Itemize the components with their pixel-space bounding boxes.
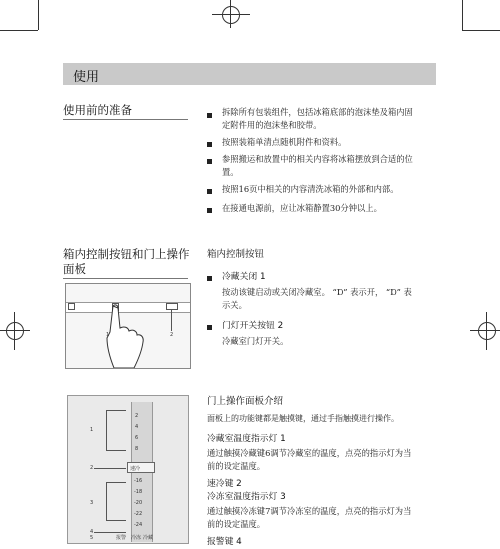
panel-number: 速冷 — [130, 466, 141, 472]
bullet — [207, 189, 212, 194]
light-switch-button — [166, 303, 178, 310]
bracket-line — [106, 482, 107, 520]
control-item-desc: 按动该键启动或关闭冷藏室。 “Ɒ” 表示开， “Ɒ” 表 — [222, 287, 412, 297]
bullet — [207, 276, 212, 281]
panel-number: -24 — [134, 522, 143, 528]
panel-number: -22 — [134, 511, 143, 517]
crop-mark — [38, 0, 39, 30]
bullet-text: 置。 — [222, 167, 239, 177]
bullet — [207, 142, 212, 147]
door-item-title: 冷冻室温度指示灯 3 — [207, 492, 286, 502]
door-panel-figure — [67, 395, 189, 544]
side-label-1: 1 — [90, 427, 94, 433]
side-label-4: 4 — [90, 529, 94, 535]
door-item-title: 冷藏室温度指示灯 1 — [207, 434, 286, 444]
leader-line — [94, 468, 126, 469]
bullet-text: 按照装箱单清点随机附件和资料。 — [222, 137, 347, 147]
bracket-line — [106, 482, 126, 483]
control-item-desc: 冷藏室门灯开关。 — [222, 336, 289, 346]
control-item-title: 冷藏关闭 1 — [222, 272, 266, 282]
section-title-bar — [63, 63, 436, 85]
door-panel-title: 门上操作面板介绍 — [207, 396, 284, 407]
heading-underline — [63, 119, 188, 120]
side-label-5: 5 — [90, 535, 94, 541]
bullet-text: 在接通电源前，应让冰箱静置30分钟以上。 — [222, 203, 382, 213]
panel-number: 4 — [135, 424, 139, 430]
registration-circle — [478, 322, 496, 340]
bracket-line — [106, 450, 126, 451]
bracket-line — [106, 520, 126, 521]
door-item-desc: 前的设定温度。 — [207, 519, 266, 529]
door-item-title: 速冷键 2 — [207, 479, 242, 489]
control-item-desc: 示关。 — [222, 300, 247, 310]
panel-number: -20 — [134, 500, 143, 506]
figure-label-1: 1 — [106, 332, 110, 338]
leader-line — [94, 532, 126, 533]
control-item-title: 门灯开关按钮 2 — [222, 321, 284, 331]
crop-mark — [462, 0, 463, 30]
panel-number: 冷冻 — [131, 535, 142, 541]
door-item-title: 报警键 4 — [207, 537, 242, 547]
side-label-3: 3 — [90, 500, 94, 506]
bullet — [207, 208, 212, 213]
bullet-text: 参照搬运和放置中的相关内容将冰箱摆放到合适的位 — [222, 154, 413, 164]
figure-label-2: 2 — [170, 332, 174, 338]
door-panel-intro: 面板上的功能键都是触摸键，通过手指触摸进行操作。 — [207, 414, 399, 423]
inner-controls-title: 箱内控制按钮 — [207, 249, 265, 260]
section-title: 使用 — [73, 70, 100, 85]
side-label-2: 2 — [90, 465, 94, 471]
panel-number: -18 — [134, 489, 143, 495]
inner-control-figure — [65, 283, 191, 369]
registration-circle — [222, 6, 240, 24]
heading-underline — [63, 278, 188, 279]
door-item-desc: 通过触摸冷冻键7调节冷冻室的温度，点亮的指示灯为当 — [207, 506, 412, 516]
door-item-desc: 通过触摸冷藏键6调节冷藏室的温度，点亮的指示灯为当 — [207, 448, 412, 458]
controls-heading-line1: 箱内控制按钮和门上操作 — [63, 247, 190, 261]
bullet — [207, 113, 212, 118]
bullet-text: 拆除所有包装组件，包括冰箱底部的泡沫垫及箱内固 — [222, 107, 413, 117]
bullet — [207, 325, 212, 330]
before-use-heading: 使用前的准备 — [63, 103, 132, 117]
panel-number: 8 — [135, 446, 139, 452]
controls-heading-line2: 面板 — [63, 262, 86, 276]
bullet — [207, 159, 212, 164]
bracket-line — [106, 410, 126, 411]
panel-number: -16 — [134, 478, 143, 484]
bullet-text: 按照16页中相关的内容清洗冰箱的外部和内部。 — [222, 184, 399, 194]
panel-number: 报警 — [116, 535, 127, 541]
panel-number: 冷藏 — [143, 535, 154, 541]
panel-number: 2 — [135, 413, 139, 419]
hand-illustration — [104, 304, 154, 368]
side-mark — [68, 303, 75, 310]
leader-line — [171, 309, 172, 331]
panel-number: 6 — [135, 435, 139, 441]
registration-circle — [6, 322, 24, 340]
bullet-text: 定附件用的泡沫垫和胶带。 — [222, 120, 322, 130]
crop-mark — [0, 30, 38, 31]
bracket-line — [106, 410, 107, 450]
crop-mark — [462, 30, 500, 31]
door-item-desc: 前的设定温度。 — [207, 461, 266, 471]
